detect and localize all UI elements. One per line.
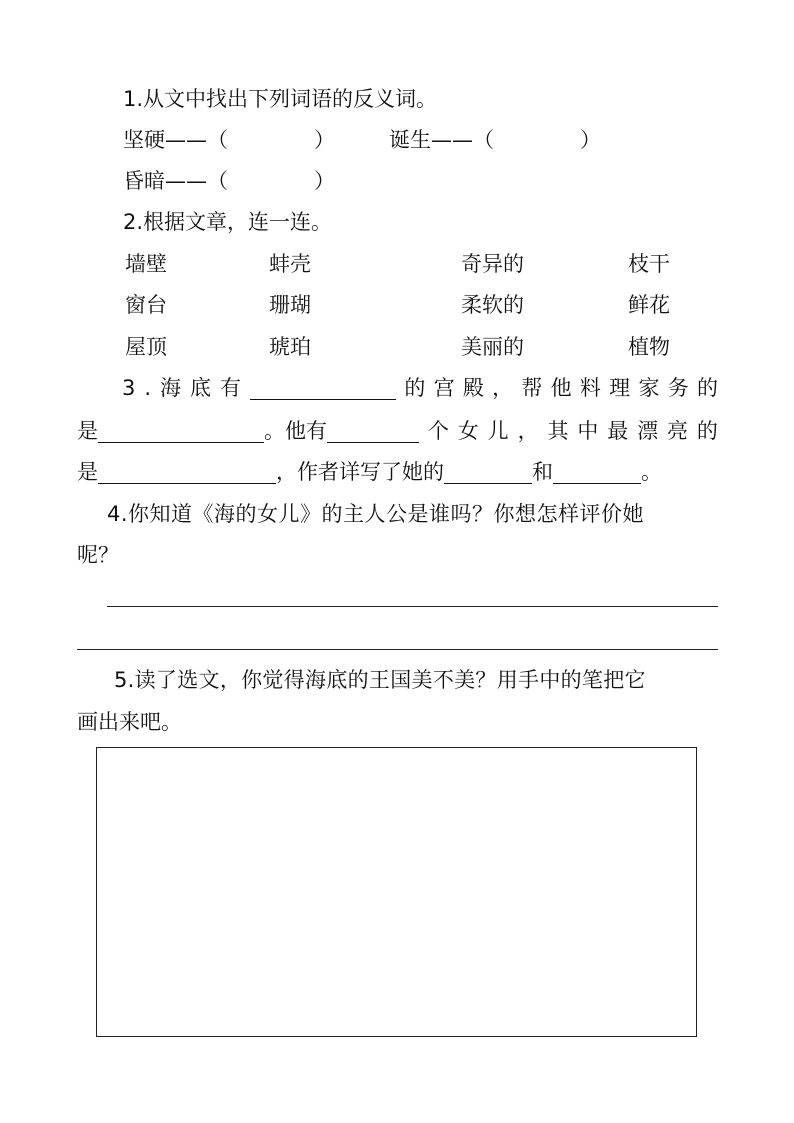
- q3-char: 殿: [462, 376, 484, 400]
- q2-word[interactable]: 屋顶: [125, 335, 167, 359]
- q2-word[interactable]: 奇异的: [461, 252, 524, 276]
- q2-word[interactable]: 柔软的: [461, 293, 524, 317]
- q3-char: 其: [547, 419, 569, 443]
- q2-word[interactable]: 美丽的: [461, 335, 524, 359]
- q3-char: 女: [457, 419, 479, 443]
- q1-item-2-close: ）: [580, 128, 601, 152]
- q4-line-2: 呢？: [77, 543, 119, 567]
- q3-blank-prettiest[interactable]: [98, 463, 276, 484]
- q3-line-1: [122, 376, 718, 400]
- q1-item-3-close: ）: [314, 169, 335, 193]
- q3-char: 儿: [487, 419, 509, 443]
- q2-word[interactable]: 珊瑚: [269, 293, 311, 317]
- q3-char: 漂: [637, 419, 659, 443]
- q3-line2-mid: 。他有: [264, 419, 327, 443]
- q3-char: 最: [607, 419, 629, 443]
- q3-blank-helper[interactable]: [98, 422, 264, 443]
- q3-char: 理: [609, 376, 631, 400]
- q4-line-1: 4.你知道《海的女儿》的主人公是谁吗？你想怎样评价她: [107, 502, 645, 526]
- q3-char: 亮: [667, 419, 689, 443]
- drawing-box[interactable]: [96, 747, 697, 1037]
- q1-item-1-word: 坚硬——（: [123, 128, 228, 152]
- q4-answer-line-1[interactable]: [107, 606, 718, 607]
- q2-word[interactable]: 鲜花: [628, 293, 670, 317]
- q5-line-2: 画出来吧。: [77, 710, 182, 734]
- q1-item-3: [123, 169, 335, 193]
- q5-line-1: 5.读了选文，你觉得海底的王国美不美？用手中的笔把它: [114, 668, 646, 692]
- q3-char: ，: [492, 376, 514, 400]
- q3-blank-daughters[interactable]: [327, 422, 419, 443]
- q2-word[interactable]: 窗台: [125, 293, 167, 317]
- q3-line3-end: 。: [641, 460, 662, 484]
- q3-line-2: [77, 419, 718, 443]
- q1-item-2: [389, 128, 601, 152]
- q2-word[interactable]: 枝干: [628, 252, 670, 276]
- q3-blank-detail-2[interactable]: [553, 463, 641, 484]
- q3-line2-prefix: 是: [77, 419, 98, 443]
- q3-char: 的: [404, 376, 426, 400]
- q4-answer-line-2[interactable]: [77, 649, 718, 650]
- q2-word[interactable]: 蚌壳: [269, 252, 311, 276]
- q3-char: 他: [550, 376, 572, 400]
- q3-char: 个: [427, 419, 449, 443]
- q3-line-3: [77, 460, 662, 484]
- q3-char: 家: [638, 376, 660, 400]
- q1-item-1: [123, 128, 335, 152]
- q1-item-3-word: 昏暗——（: [123, 169, 228, 193]
- q3-char: 的: [696, 376, 718, 400]
- q3-char: 宫: [433, 376, 455, 400]
- q3-char: ，: [517, 419, 539, 443]
- q2-word[interactable]: 植物: [628, 335, 670, 359]
- q1-item-2-word: 诞生——（: [389, 128, 494, 152]
- q1-question: 1.从文中找出下列词语的反义词。: [123, 87, 438, 111]
- q1-item-1-close: ）: [314, 128, 335, 152]
- q3-line3-prefix: 是: [77, 460, 98, 484]
- q2-question: 2.根据文章，连一连。: [123, 210, 333, 234]
- q3-blank-palace[interactable]: [250, 379, 396, 400]
- q3-blank-detail-1[interactable]: [444, 463, 532, 484]
- q3-char: 帮: [521, 376, 543, 400]
- q3-line3-and: 和: [532, 460, 553, 484]
- q3-char: 中: [577, 419, 599, 443]
- q3-prefix: 3.海底有: [122, 376, 251, 400]
- q3-line3-mid: ，作者详写了她的: [276, 460, 444, 484]
- q2-word[interactable]: 琥珀: [269, 335, 311, 359]
- q3-char: 料: [579, 376, 601, 400]
- q2-word[interactable]: 墙壁: [125, 252, 167, 276]
- q3-char: 的: [696, 419, 718, 443]
- q3-char: 务: [667, 376, 689, 400]
